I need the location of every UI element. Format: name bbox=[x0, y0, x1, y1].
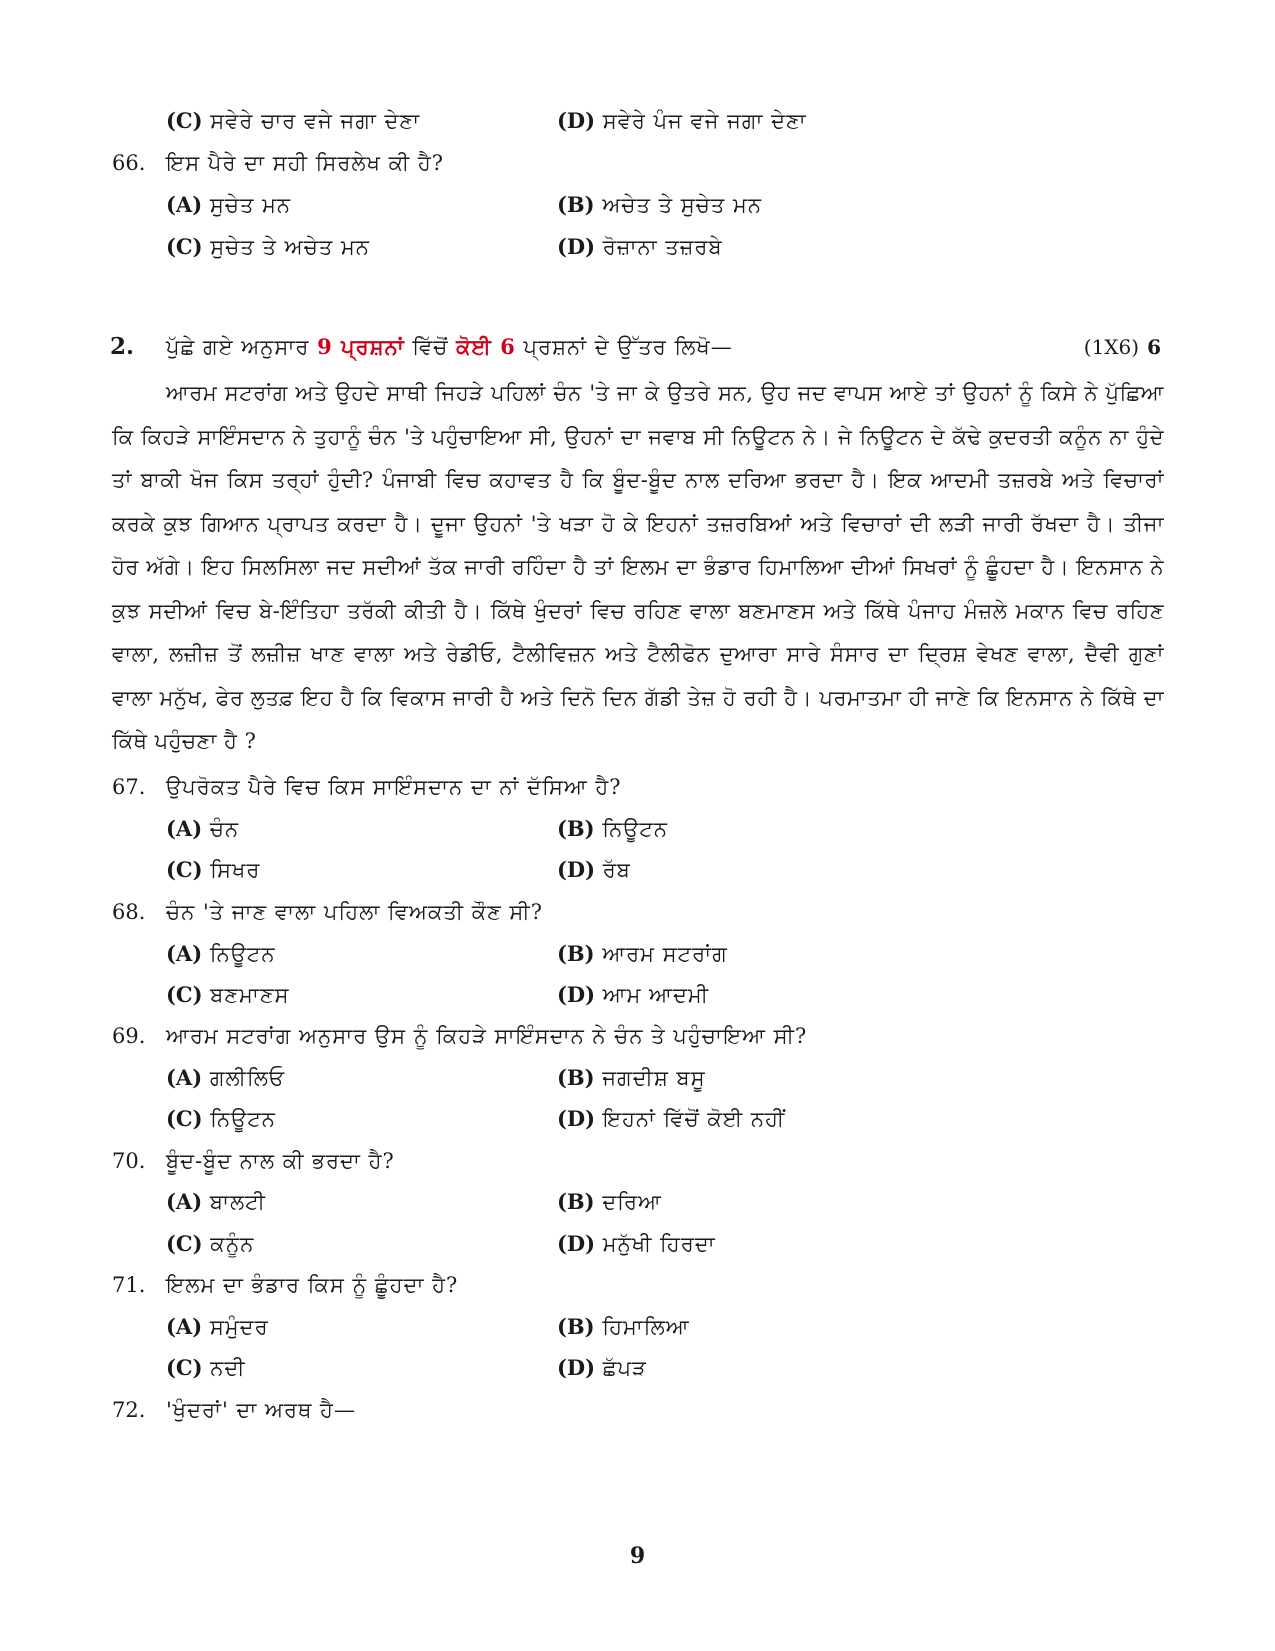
option-b bbox=[557, 1312, 690, 1342]
question-number: 68. bbox=[112, 900, 146, 924]
option-b bbox=[557, 939, 728, 969]
option-letter: (C) bbox=[166, 108, 203, 133]
option-letter: (C) bbox=[166, 982, 203, 1007]
option-c bbox=[166, 1229, 254, 1259]
instruction-highlight: 9 ਪ੍ਰਸ਼ਨਾਂ bbox=[317, 334, 405, 359]
question-text: ਚੰਨ 'ਤੇ ਜਾਣ ਵਾਲਾ ਪਹਿਲਾ ਵਿਅਕਤੀ ਕੌਣ ਸੀ? bbox=[166, 900, 543, 924]
option-d bbox=[557, 1229, 716, 1259]
option-letter: (D) bbox=[557, 1106, 596, 1131]
option-letter: (A) bbox=[166, 816, 203, 841]
option-letter: (B) bbox=[557, 816, 595, 841]
option-letter: (B) bbox=[557, 1065, 595, 1090]
option-c bbox=[166, 1353, 246, 1383]
option-letter: (B) bbox=[557, 192, 595, 217]
option-d bbox=[557, 1353, 647, 1383]
option-a bbox=[166, 1312, 269, 1342]
marks-formula: (1X6) bbox=[1083, 335, 1140, 359]
option-text: ਛੱਪੜ bbox=[602, 1356, 647, 1380]
option-text: ਬਾਲਟੀ bbox=[209, 1190, 266, 1214]
instruction-part: ਪੁੱਛੇ ਗਏ ਅਨੁਸਾਰ bbox=[166, 335, 318, 359]
option-text: ਸੁਚੇਤ ਤੇ ਅਚੇਤ ਮਨ bbox=[210, 235, 370, 259]
option-text: ਰੋਜ਼ਾਨਾ ਤਜ਼ਰਬੇ bbox=[602, 235, 723, 259]
option-letter: (B) bbox=[557, 1189, 595, 1214]
option-text: ਅਚੇਤ ਤੇ ਸੁਚੇਤ ਮਨ bbox=[602, 193, 762, 217]
option-b bbox=[557, 1063, 706, 1093]
question-number: 67. bbox=[112, 775, 146, 799]
question-text: ਇਸ ਪੈਰੇ ਦਾ ਸਹੀ ਸਿਰਲੇਖ ਕੀ ਹੈ? bbox=[166, 151, 445, 175]
option-c-prev bbox=[166, 106, 420, 136]
option-text: ਆਮ ਆਦਮੀ bbox=[602, 983, 710, 1007]
option-b bbox=[557, 190, 762, 220]
option-letter: (C) bbox=[166, 1106, 203, 1131]
option-c bbox=[166, 855, 260, 885]
option-a bbox=[166, 939, 276, 969]
option-d bbox=[557, 232, 723, 262]
question-text: ਉਪਰੋਕਤ ਪੈਰੇ ਵਿਚ ਕਿਸ ਸਾਇੰਸਦਾਨ ਦਾ ਨਾਂ ਦੱਸਿਆ ਹੈ? bbox=[166, 775, 622, 799]
option-letter: (A) bbox=[166, 1314, 203, 1339]
option-text: ਜਗਦੀਸ਼ ਬਸੂ bbox=[602, 1066, 706, 1090]
option-b bbox=[557, 1187, 662, 1217]
option-text: ਬਣਮਾਣਸ bbox=[210, 983, 290, 1007]
page-number: 9 bbox=[629, 1543, 646, 1569]
option-text: ਨਦੀ bbox=[210, 1356, 246, 1380]
option-letter: (D) bbox=[557, 1231, 596, 1256]
option-letter: (D) bbox=[557, 982, 596, 1007]
question-number: 72. bbox=[112, 1398, 146, 1422]
option-d bbox=[557, 1104, 785, 1134]
option-letter: (A) bbox=[166, 1189, 203, 1214]
option-text: ਚੰਨ bbox=[209, 817, 240, 841]
option-letter: (D) bbox=[557, 1355, 596, 1380]
question-text: ਬੂੰਦ-ਬੂੰਦ ਨਾਲ ਕੀ ਭਰਦਾ ਹੈ? bbox=[166, 1149, 395, 1173]
option-text: ਰੱਬ bbox=[602, 858, 631, 882]
marks-allocation bbox=[1084, 332, 1161, 362]
option-letter: (C) bbox=[166, 857, 203, 882]
option-text: ਸਮੁੰਦਰ bbox=[209, 1315, 269, 1339]
question-number: 71. bbox=[112, 1273, 146, 1297]
option-text: ਮਨੁੱਖੀ ਹਿਰਦਾ bbox=[602, 1232, 716, 1256]
option-c bbox=[166, 1104, 276, 1134]
option-letter: (D) bbox=[557, 857, 596, 882]
instruction-part: ਪ੍ਰਸ਼ਨਾਂ ਦੇ ਉੱਤਰ ਲਿਖੋ— bbox=[515, 335, 733, 359]
question-text: ਆਰਮ ਸਟਰਾਂਗ ਅਨੁਸਾਰ ਉਸ ਨੂੰ ਕਿਹੜੇ ਸਾਇੰਸਦਾਨ ਨੇ ਚੰਨ ਤੇ ਪਹੁੰਚਾਇਆ ਸੀ? bbox=[166, 1024, 808, 1048]
question-text: ਇਲਮ ਦਾ ਭੰਡਾਰ ਕਿਸ ਨੂੰ ਛੂੰਹਦਾ ਹੈ? bbox=[166, 1273, 459, 1297]
option-d-prev bbox=[557, 106, 807, 136]
marks-total: 6 bbox=[1147, 335, 1161, 359]
option-letter: (D) bbox=[557, 234, 596, 259]
comprehension-passage: ਆਰਮ ਸਟਰਾਂਗ ਅਤੇ ਉਹਦੇ ਸਾਥੀ ਜਿਹੜੇ ਪਹਿਲਾਂ ਚੰਨ 'ਤੇ ਜਾ ਕੇ ਉਤਰੇ ਸਨ, ਉਹ ਜਦ ਵਾਪਸ ਆਏ ਤਾਂ ਉਹਨਾਂ ਨੂੰ ਕਿਸੇ ਨੇ ਪੁੱਛਿਆ ਕਿ ਕਿਹੜੇ ਸਾਇੰਸਦਾਨ ਨੇ ਤੁਹਾਨੂੰ ਚੰਨ 'ਤੇ ਪਹੁੰਚਾਇਆ ਸੀ, ਉਹਨਾਂ ਦਾ ਜਵਾਬ ਸੀ ਨਿਊਟਨ ਨੇ। ਜੇ ਨਿਊਟਨ ਦੇ ਕੱਢੇ ਕੁਦਰਤੀ ਕਨੂੰਨ ਨਾ ਹੁੰਦੇ ਤਾਂ ਬਾਕੀ ਖੋਜ ਕਿਸ ਤਰ੍ਹਾਂ ਹੁੰਦੀ? ਪੰਜਾਬੀ ਵਿਚ ਕਹਾਵਤ ਹੈ ਕਿ ਬੂੰਦ-ਬੂੰਦ ਨਾਲ ਦਰਿਆ ਭਰਦਾ ਹੈ। ਇਕ ਆਦਮੀ ਤਜ਼ਰਬੇ ਅਤੇ ਵਿਚਾਰਾਂ ਕਰਕੇ ਕੁਝ ਗਿਆਨ ਪ੍ਰਾਪਤ ਕਰਦਾ ਹੈ। ਦੂਜਾ ਉਹਨਾਂ 'ਤੇ ਖੜਾ ਹੋ ਕੇ ਇਹਨਾਂ ਤਜ਼ਰਬਿਆਂ ਅਤੇ ਵਿਚਾਰਾਂ ਦੀ ਲੜੀ ਜਾਰੀ ਰੱਖਦਾ ਹੈ। ਤੀਜਾ ਹੋਰ ਅੱਗੇ। ਇਹ ਸਿਲਸਿਲਾ ਜਦ ਸਦੀਆਂ ਤੱਕ ਜਾਰੀ ਰਹਿੰਦਾ ਹੈ ਤਾਂ ਇਲਮ ਦਾ ਭੰਡਾਰ ਹਿਮਾਲਿਆ ਦੀਆਂ ਸਿਖਰਾਂ ਨੂੰ ਛੂੰਹਦਾ ਹੈ। ਇਨਸਾਨ ਨੇ ਕੁਝ ਸਦੀਆਂ ਵਿਚ ਬੇ-ਇੰਤਿਹਾ ਤਰੱਕੀ ਕੀਤੀ ਹੈ। ਕਿੱਥੇ ਖੁੰਦਰਾਂ ਵਿਚ ਰਹਿਣ ਵਾਲਾ ਬਣਮਾਣਸ ਅਤੇ ਕਿੱਥੇ ਪੰਜਾਹ ਮੰਜ਼ਲੇ ਮਕਾਨ ਵਿਚ ਰਹਿਣ ਵਾਲਾ, ਲਜ਼ੀਜ਼ ਤੋਂ ਲਜ਼ੀਜ਼ ਖਾਣ ਵਾਲਾ ਅਤੇ ਰੇਡੀਓ, ਟੈਲੀਵਿਜ਼ਨ ਅਤੇ ਟੈਲੀਫੋਨ ਦੁਆਰਾ ਸਾਰੇ ਸੰਸਾਰ ਦਾ ਦ੍ਰਿਸ਼ ਵੇਖਣ ਵਾਲਾ, ਦੈਵੀ ਗੁਣਾਂ ਵਾਲਾ ਮਨੁੱਖ, ਫੇਰ ਲੁਤਫ਼ ਇਹ ਹੈ ਕਿ ਵਿਕਾਸ ਜਾਰੀ ਹੈ ਅਤੇ ਦਿਨੋ ਦਿਨ ਗੱਡੀ ਤੇਜ਼ ਹੋ ਰਹੀ ਹੈ। ਪਰਮਾਤਮਾ ਹੀ ਜਾਣੇ ਕਿ ਇਨਸਾਨ ਨੇ ਕਿੱਥੇ ਦਾ ਕਿੱਥੇ ਪਹੁੰਚਣਾ ਹੈ ? bbox=[112, 381, 1164, 753]
option-letter: (C) bbox=[166, 1231, 203, 1256]
option-d bbox=[557, 855, 631, 885]
instruction-part: ਵਿੱਚੋਂ bbox=[404, 335, 457, 359]
option-text: ਨਿਊਟਨ bbox=[602, 817, 668, 841]
option-a bbox=[166, 814, 239, 844]
question-number: 69. bbox=[112, 1024, 146, 1048]
option-text: ਨਿਊਟਨ bbox=[210, 1107, 276, 1131]
option-b bbox=[557, 814, 668, 844]
option-letter: (D) bbox=[557, 108, 596, 133]
option-text: ਦਰਿਆ bbox=[602, 1190, 662, 1214]
option-a bbox=[166, 1187, 266, 1217]
option-letter: (B) bbox=[557, 941, 595, 966]
option-text: ਹਿਮਾਲਿਆ bbox=[602, 1315, 690, 1339]
option-letter: (A) bbox=[166, 192, 203, 217]
option-text: ਇਹਨਾਂ ਵਿੱਚੋਂ ਕੋਈ ਨਹੀਂ bbox=[602, 1107, 786, 1131]
option-c bbox=[166, 232, 370, 262]
option-c bbox=[166, 980, 290, 1010]
option-text: ਨਿਊਟਨ bbox=[209, 942, 276, 966]
section-number: 2. bbox=[110, 333, 135, 360]
option-letter: (C) bbox=[166, 1355, 203, 1380]
option-letter: (B) bbox=[557, 1314, 595, 1339]
option-text: ਸਿਖਰ bbox=[210, 858, 261, 882]
instruction-highlight: ਕੋਈ 6 bbox=[456, 334, 516, 359]
question-number: 70. bbox=[112, 1149, 146, 1173]
option-text: ਆਰਮ ਸਟਰਾਂਗ bbox=[602, 942, 728, 966]
option-letter: (A) bbox=[166, 1065, 203, 1090]
section-instruction bbox=[166, 332, 733, 362]
option-text: ਸਵੇਰੇ ਪੰਜ ਵਜੇ ਜਗਾ ਦੇਣਾ bbox=[602, 109, 807, 133]
option-text: ਕਨੂੰਨ bbox=[210, 1232, 255, 1256]
option-a bbox=[166, 1063, 285, 1093]
option-text: ਸਵੇਰੇ ਚਾਰ ਵਜੇ ਜਗਾ ਦੇਣਾ bbox=[210, 109, 421, 133]
question-number: 66. bbox=[112, 151, 146, 175]
option-a bbox=[166, 190, 291, 220]
question-text: 'ਖੁੰਦਰਾਂ' ਦਾ ਅਰਥ ਹੈ— bbox=[166, 1398, 356, 1422]
option-letter: (A) bbox=[166, 941, 203, 966]
option-letter: (C) bbox=[166, 234, 203, 259]
option-text: ਗਲੀਲਿਓ bbox=[209, 1066, 285, 1090]
option-text: ਸੁਚੇਤ ਮਨ bbox=[209, 193, 292, 217]
option-d bbox=[557, 980, 709, 1010]
